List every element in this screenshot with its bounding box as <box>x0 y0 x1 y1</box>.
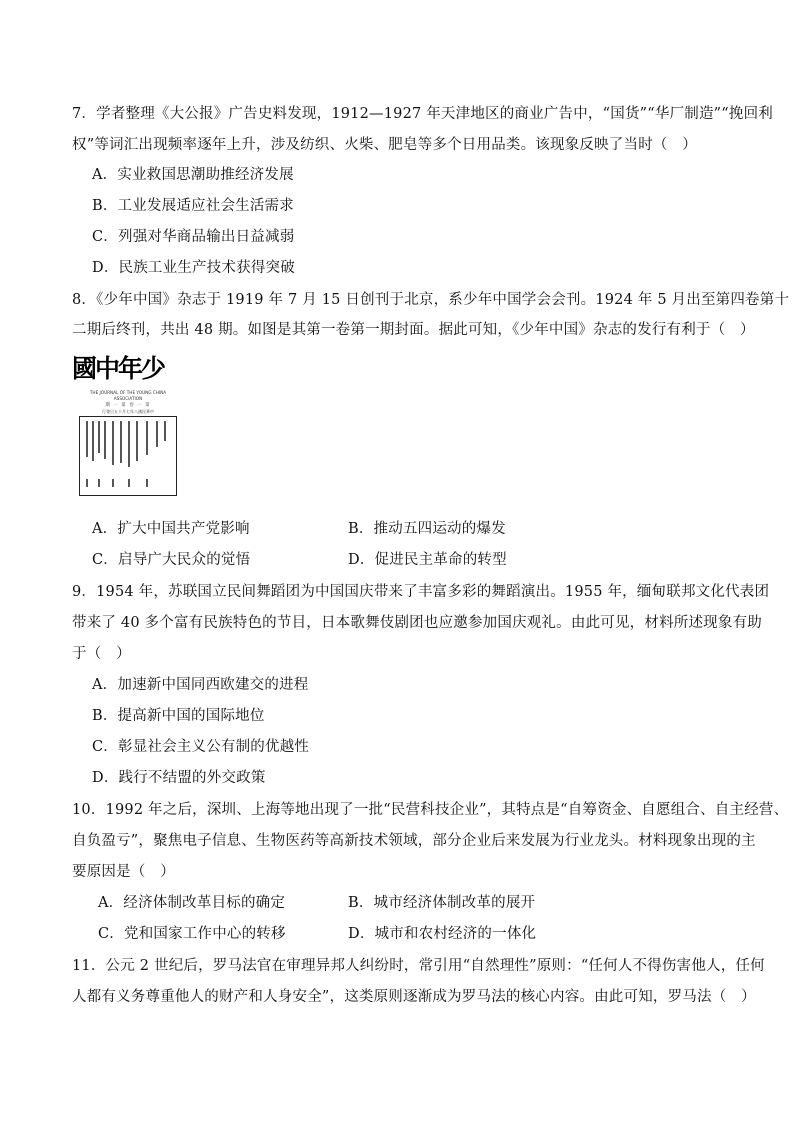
contents-column <box>164 421 166 441</box>
cover-issue-line: 期 一 第 卷 一 第 <box>105 403 151 408</box>
q10-option-b[interactable]: B．城市经济体制改革的展开 <box>348 895 536 911</box>
contents-column <box>86 479 88 487</box>
q9-stem-line-3: 于（ ） <box>72 646 131 662</box>
q7-stem-line-2: 权”等词汇出现频率逐年上升，涉及纺织、火柴、肥皂等多个日用品类。该现象反映了当时（ ） <box>72 137 698 153</box>
q7-option-a[interactable]: A．实业救国思潮助推经济发展 <box>92 167 294 183</box>
contents-column <box>98 479 100 487</box>
cover-date-line: 行發日五十月七年八國民華中 <box>102 409 154 414</box>
q11-stem-line-2: 人都有义务尊重他人的财产和人身安全”，这类原则逐渐成为罗马法的核心内容。由此可知，罗马法（ ） <box>72 989 756 1005</box>
q8-stem-line-2: 二期后终刊，共出 48 期。如图是其第一卷第一期封面。据此可知，《少年中国》杂志的发行有利于（ ） <box>72 322 755 338</box>
q9-option-a[interactable]: A．加速新中国同西欧建交的进程 <box>92 677 309 693</box>
contents-column <box>92 421 94 461</box>
contents-column <box>86 421 88 457</box>
q7-option-c[interactable]: C．列强对华商品输出日益减弱 <box>92 229 295 245</box>
q8-option-c[interactable]: C．启导广大民众的觉悟 <box>92 552 251 568</box>
cover-subtitle-en-1: THE JOURNAL OF THE YOUNG CHINA <box>89 390 167 395</box>
q9-option-b[interactable]: B．提高新中国的国际地位 <box>92 708 265 724</box>
q7-option-d[interactable]: D．民族工业生产技术获得突破 <box>92 260 295 276</box>
contents-column <box>112 479 114 487</box>
contents-column <box>146 479 148 487</box>
contents-column <box>112 421 114 465</box>
q9-stem-line-2: 带来了 40 多个富有民族特色的节目，日本歌舞伎剧团也应邀参加国庆观礼。由此可见，材料所述现象有助 <box>72 615 762 631</box>
cover-contents-box <box>79 416 177 496</box>
q7-stem-line-1: 7．学者整理《大公报》广告史料发现，1912—1927 年天津地区的商业广告中，“国货”“华厂制造”“挽回利 <box>72 106 773 122</box>
q8-option-d[interactable]: D．促进民主革命的转型 <box>348 552 507 568</box>
q10-stem-line-1: 10．1992 年之后，深圳、上海等地出现了一批“民营科技企业”，其特点是“自筹资金、自愿组合、自主经营、 <box>72 802 789 818</box>
q7-option-b[interactable]: B．工业发展适应社会生活需求 <box>92 198 294 214</box>
q8-stem-line-1: 8．《少年中国》杂志于 1919 年 7 月 15 日创刊于北京，系少年中国学会会刊。1924 年 5 月出至第四卷第十 <box>72 292 790 308</box>
q10-option-d[interactable]: D．城市和农村经济的一体化 <box>348 926 537 942</box>
contents-column <box>120 421 122 463</box>
contents-column <box>104 421 106 459</box>
q9-stem-line-1: 9．1954 年，苏联国立民间舞蹈团为中国国庆带来了丰富多彩的舞蹈演出。1955 年，缅甸联邦文化代表团 <box>72 584 770 600</box>
contents-column <box>156 421 158 447</box>
q10-stem-line-3: 要原因是（ ） <box>72 864 175 880</box>
cover-subtitle-en-2: ASSOCIATION <box>113 396 143 401</box>
contents-column <box>146 421 148 455</box>
q9-option-c[interactable]: C．彰显社会主义公有制的优越性 <box>92 739 310 755</box>
contents-column <box>136 421 138 461</box>
q10-option-a[interactable]: A．经济体制改革目标的确定 <box>98 895 286 911</box>
q10-stem-line-2: 自负盈亏”，聚焦电子信息、生物医药等高新技术领域，部分企业后来发展为行业龙头。材料现象出现的主 <box>72 833 756 849</box>
cover-title: 國中年少 <box>72 354 165 383</box>
q11-stem-line-1: 11．公元 2 世纪后，罗马法官在审理异邦人纠纷时，常引用“自然理性”原则：“任何人不得伤害他人，任何 <box>72 958 765 974</box>
q10-option-c[interactable]: C．党和国家工作中心的转移 <box>98 926 286 942</box>
magazine-cover-image <box>72 356 184 502</box>
q8-option-b[interactable]: B．推动五四运动的爆发 <box>348 521 506 537</box>
contents-column <box>128 421 130 467</box>
q8-option-a[interactable]: A．扩大中国共产党影响 <box>92 521 250 537</box>
contents-column <box>128 479 130 487</box>
q9-option-d[interactable]: D．践行不结盟的外交政策 <box>92 770 266 786</box>
contents-column <box>98 421 100 453</box>
